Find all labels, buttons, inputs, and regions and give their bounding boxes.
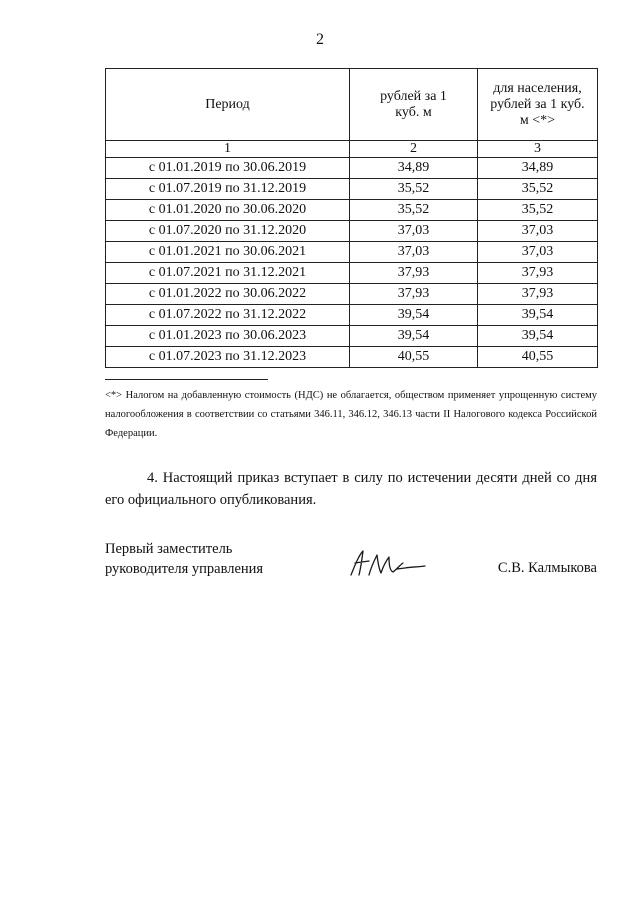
population-rate-cell: 35,52 xyxy=(478,179,598,200)
signatory-title xyxy=(105,539,345,579)
population-rate-cell: 39,54 xyxy=(478,305,598,326)
table-header-row xyxy=(106,69,598,141)
rate-cell: 40,55 xyxy=(350,347,478,368)
signatory-title-line: Первый заместитель xyxy=(105,541,233,557)
population-rate-cell: 35,52 xyxy=(478,200,598,221)
table-row xyxy=(106,179,598,200)
table-row xyxy=(106,242,598,263)
signatory-title-line: руководителя управления xyxy=(105,561,264,577)
rate-cell: 39,54 xyxy=(350,326,478,347)
period-cell: с 01.01.2023 по 30.06.2023 xyxy=(106,326,350,347)
column-number: 1 xyxy=(106,141,350,158)
page-number: 2 xyxy=(316,31,324,48)
header-period: Период xyxy=(106,69,350,141)
column-number: 3 xyxy=(478,141,598,158)
rate-cell: 37,03 xyxy=(350,221,478,242)
period-cell: с 01.07.2023 по 31.12.2023 xyxy=(106,347,350,368)
population-rate-cell: 40,55 xyxy=(478,347,598,368)
population-rate-cell: 34,89 xyxy=(478,158,598,179)
rate-cell: 35,52 xyxy=(350,179,478,200)
rate-cell: 34,89 xyxy=(350,158,478,179)
table-row xyxy=(106,263,598,284)
rate-cell: 37,03 xyxy=(350,242,478,263)
rate-cell: 35,52 xyxy=(350,200,478,221)
period-cell: с 01.07.2022 по 31.12.2022 xyxy=(106,305,350,326)
table-row xyxy=(106,200,598,221)
table-row xyxy=(106,347,598,368)
column-number: 2 xyxy=(350,141,478,158)
effective-date-paragraph: 4. Настоящий приказ вступает в силу по истечении десяти дней со дня его официального опубликования. xyxy=(105,470,597,508)
period-cell: с 01.07.2021 по 31.12.2021 xyxy=(106,263,350,284)
footnote: <*> Налогом на добавленную стоимость (НДС) не облагается, обществом применяет упрощенную систему налогообложения в соответствии со статьями 346.11, 346.12, 346.13 части II Налогового кодекса Российской Федерации. xyxy=(105,390,597,439)
period-cell: с 01.07.2020 по 31.12.2020 xyxy=(106,221,350,242)
period-cell: с 01.01.2022 по 30.06.2022 xyxy=(106,284,350,305)
population-rate-cell: 37,93 xyxy=(478,284,598,305)
rate-cell: 37,93 xyxy=(350,263,478,284)
population-rate-cell: 39,54 xyxy=(478,326,598,347)
handwritten-signature xyxy=(345,545,435,585)
population-rate-cell: 37,03 xyxy=(478,242,598,263)
rate-cell: 37,93 xyxy=(350,284,478,305)
column-number-row xyxy=(106,141,598,158)
table-row xyxy=(106,305,598,326)
header-rate: рублей за 1 куб. м xyxy=(350,69,478,141)
population-rate-cell: 37,93 xyxy=(478,263,598,284)
header-population-rate: для населения, рублей за 1 куб. м <*> xyxy=(478,69,598,141)
period-cell: с 01.07.2019 по 31.12.2019 xyxy=(106,179,350,200)
tariff-table xyxy=(105,68,598,368)
signatory-name: С.В. Калмыкова xyxy=(497,560,597,576)
rate-cell: 39,54 xyxy=(350,305,478,326)
period-cell: с 01.01.2020 по 30.06.2020 xyxy=(106,200,350,221)
table-row xyxy=(106,221,598,242)
period-cell: с 01.01.2019 по 30.06.2019 xyxy=(106,158,350,179)
footnote-divider xyxy=(105,379,268,380)
population-rate-cell: 37,03 xyxy=(478,221,598,242)
table-row xyxy=(106,284,598,305)
period-cell: с 01.01.2021 по 30.06.2021 xyxy=(106,242,350,263)
table-row xyxy=(106,326,598,347)
table-row xyxy=(106,158,598,179)
